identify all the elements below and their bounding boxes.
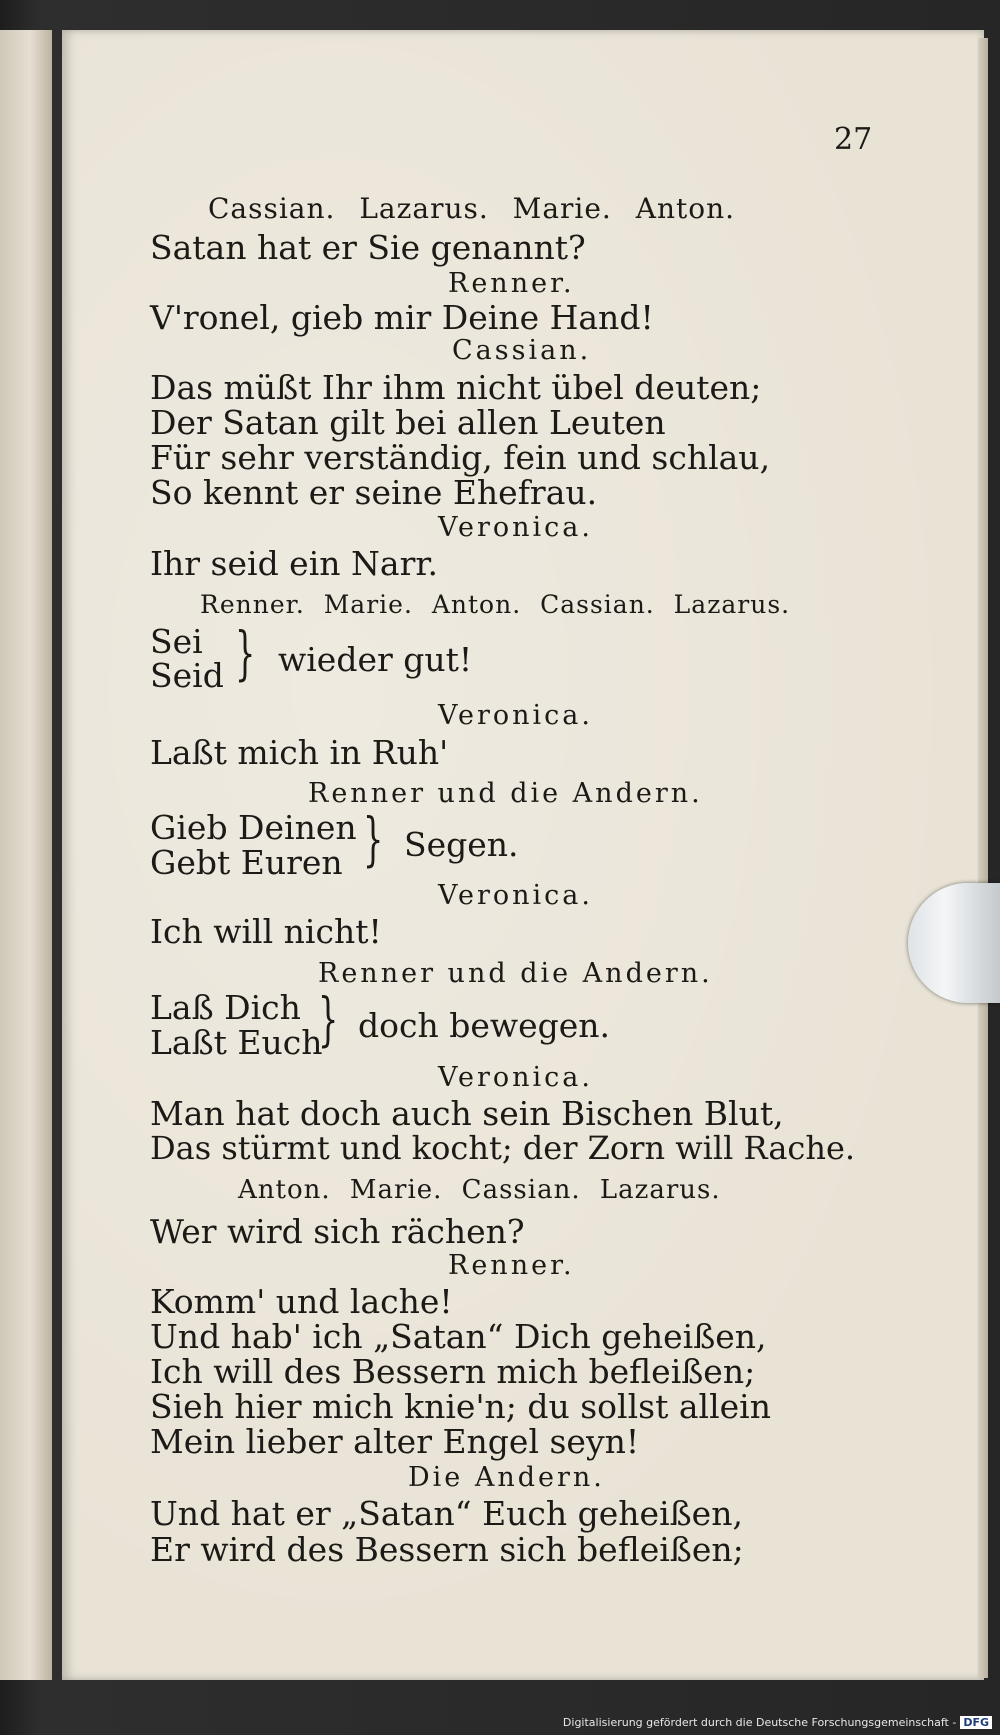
brace-text: Segen. <box>404 825 519 864</box>
speaker-line: Renner und die Andern. <box>318 958 713 989</box>
page-edge <box>978 38 988 1678</box>
verse-line: Und hab' ich „Satan“ Dich geheißen, <box>150 1317 767 1356</box>
verse-line: Für sehr verständig, fein und schlau, <box>150 438 771 477</box>
speaker-line: Renner. Marie. Anton. Cassian. Lazarus. <box>200 590 791 619</box>
verse-line: Satan hat er Sie genannt? <box>150 228 586 267</box>
verse-line: Ihr seid ein Narr. <box>150 544 438 583</box>
verse-line: Man hat doch auch sein Bischen Blut, <box>150 1094 784 1133</box>
verse-line: Und hat er „Satan“ Euch geheißen, <box>150 1494 743 1533</box>
footer-text: Digitalisierung gefördert durch die Deutsche Forschungsgemeinschaft - <box>562 1716 957 1729</box>
verse-line: Laßt mich in Ruh' <box>150 733 449 772</box>
brace-option: Sei <box>150 622 203 661</box>
page-number: 27 <box>834 122 873 157</box>
verse-line: So kennt er seine Ehefrau. <box>150 473 598 512</box>
verse-line: Er wird des Bessern sich befleißen; <box>150 1530 744 1569</box>
dfg-logo: DFG <box>960 1716 992 1729</box>
brace-option: Seid <box>150 656 224 695</box>
brace-text: wieder gut! <box>278 640 473 679</box>
speaker-line: Cassian. <box>452 335 592 366</box>
verse-line: Der Satan gilt bei allen Leuten <box>150 403 666 442</box>
verse-line: Komm' und lache! <box>150 1282 453 1321</box>
curly-brace: } <box>235 619 256 687</box>
speaker-line: Renner und die Andern. <box>308 778 703 809</box>
brace-text: doch bewegen. <box>358 1006 611 1045</box>
speaker-line: Renner. <box>448 1250 575 1281</box>
speaker-line: Veronica. <box>438 880 593 911</box>
verse-line: Ich will des Bessern mich befleißen; <box>150 1352 756 1391</box>
brace-option: Gebt Euren <box>150 843 343 882</box>
brace-option: Laß Dich <box>150 988 301 1027</box>
facing-page-edge <box>0 30 52 1680</box>
speaker-line: Die Andern. <box>408 1462 605 1493</box>
speaker-line: Anton. Marie. Cassian. Lazarus. <box>238 1175 721 1205</box>
curly-brace: } <box>318 985 339 1053</box>
brace-option: Gieb Deinen <box>150 808 357 847</box>
curly-brace: } <box>363 805 384 873</box>
verse-line: Mein lieber alter Engel seyn! <box>150 1422 640 1461</box>
verse-line: Sieh hier mich knie'n; du sollst allein <box>150 1387 771 1426</box>
verse-line: V'ronel, gieb mir Deine Hand! <box>150 298 654 337</box>
digitization-footer <box>563 1716 992 1729</box>
speaker-line: Renner. <box>448 268 575 299</box>
brace-option: Laßt Euch <box>150 1023 323 1062</box>
verse-line: Ich will nicht! <box>150 912 382 951</box>
speaker-line: Veronica. <box>438 512 593 543</box>
speaker-line: Veronica. <box>438 1062 593 1093</box>
verse-line: Das müßt Ihr ihm nicht übel deuten; <box>150 368 762 407</box>
verse-line: Wer wird sich rächen? <box>150 1212 525 1251</box>
speaker-line: Cassian. Lazarus. Marie. Anton. <box>208 192 736 225</box>
speaker-line: Veronica. <box>438 700 593 731</box>
verse-line: Das stürmt und kocht; der Zorn will Rache. <box>150 1129 856 1167</box>
